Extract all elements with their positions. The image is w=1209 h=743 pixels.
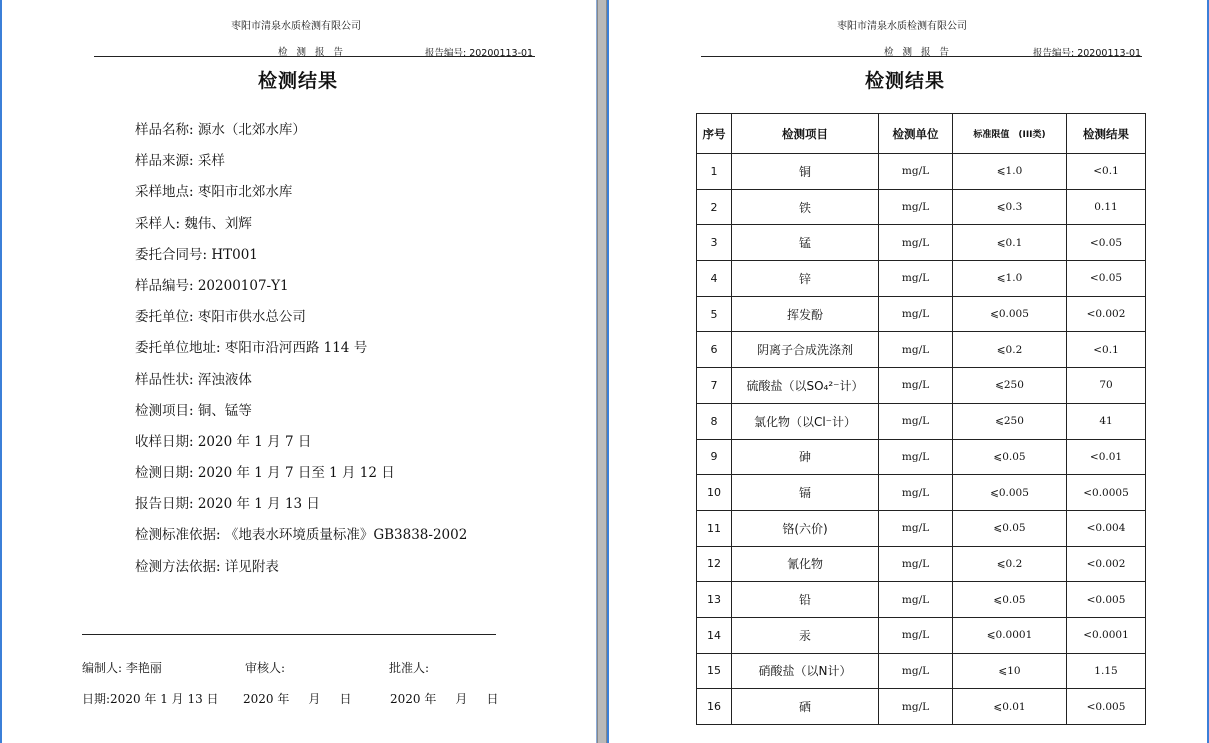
info-item: 样品名称: 源水（北郊水库） — [135, 122, 306, 138]
cell-index: 6 — [697, 332, 732, 368]
info-item: 样品编号: 20200107-Y1 — [135, 277, 289, 294]
cell-unit: mg/L — [879, 368, 953, 404]
cell-item: 硒 — [732, 689, 879, 725]
editor-date: 日期:2020 年 1 月 13 日 — [82, 692, 219, 706]
cell-item: 硫酸盐（以SO₄²⁻计） — [732, 368, 879, 404]
cell-result: <0.05 — [1067, 261, 1146, 297]
editor-signature: 编制人: 李艳丽 — [82, 661, 162, 675]
cell-item: 锌 — [732, 261, 879, 297]
cell-result: 70 — [1067, 368, 1146, 404]
page-gap — [597, 0, 607, 743]
cell-result: <0.002 — [1067, 546, 1146, 582]
table-row — [697, 653, 1146, 689]
cell-limit: ⩽0.1 — [953, 225, 1067, 261]
cell-index: 2 — [697, 189, 732, 225]
signature-rule — [82, 634, 496, 635]
info-item: 采样人: 魏伟、刘辉 — [135, 215, 252, 232]
cell-limit: ⩽0.005 — [953, 296, 1067, 332]
header-unit: 检测单位 — [879, 114, 953, 154]
header-limit: 标准限值 (III类) — [953, 114, 1067, 154]
cell-item: 汞 — [732, 617, 879, 653]
cell-unit: mg/L — [879, 261, 953, 297]
cell-item: 硝酸盐（以N计） — [732, 653, 879, 689]
cell-result: 1.15 — [1067, 653, 1146, 689]
cell-index: 1 — [697, 154, 732, 190]
info-item: 样品性状: 浑浊液体 — [135, 371, 252, 388]
approver-date: 2020 年 月 日 — [390, 692, 499, 706]
cell-index: 8 — [697, 403, 732, 439]
cell-index: 9 — [697, 439, 732, 475]
cell-index: 11 — [697, 510, 732, 546]
cell-index: 7 — [697, 368, 732, 404]
info-item: 样品来源: 采样 — [135, 153, 225, 170]
header-index: 序号 — [697, 114, 732, 154]
cell-index: 12 — [697, 546, 732, 582]
page-title: 检测结果 — [258, 70, 339, 92]
cell-limit: ⩽0.05 — [953, 510, 1067, 546]
cell-unit: mg/L — [879, 510, 953, 546]
cell-limit: ⩽1.0 — [953, 261, 1067, 297]
cell-unit: mg/L — [879, 475, 953, 511]
cell-limit: ⩽0.05 — [953, 439, 1067, 475]
cell-index: 4 — [697, 261, 732, 297]
cell-index: 10 — [697, 475, 732, 511]
cell-unit: mg/L — [879, 689, 953, 725]
info-item: 检测标准依据: 《地表水环境质量标准》GB3838-2002 — [135, 527, 468, 544]
cell-item: 氯化物（以Cl⁻计） — [732, 403, 879, 439]
cell-result: <0.1 — [1067, 332, 1146, 368]
cell-index: 13 — [697, 582, 732, 618]
cell-limit: ⩽0.005 — [953, 475, 1067, 511]
info-item: 检测方法依据: 详见附表 — [135, 558, 279, 575]
table-row — [697, 154, 1146, 190]
header-rule — [701, 56, 1142, 57]
report-label: 检 测 报 告 — [278, 47, 347, 58]
table-row — [697, 439, 1146, 475]
cell-item: 氰化物 — [732, 546, 879, 582]
cell-index: 3 — [697, 225, 732, 261]
table-row — [697, 189, 1146, 225]
table-row — [697, 403, 1146, 439]
sample-info-list — [135, 118, 467, 586]
cell-result: <0.05 — [1067, 225, 1146, 261]
cell-result: 0.11 — [1067, 189, 1146, 225]
table-row — [697, 225, 1146, 261]
cell-limit: ⩽250 — [953, 403, 1067, 439]
report-page-right — [607, 0, 1209, 743]
results-table — [696, 113, 1146, 725]
cell-unit: mg/L — [879, 296, 953, 332]
cell-item: 砷 — [732, 439, 879, 475]
cell-result: <0.005 — [1067, 689, 1146, 725]
cell-unit: mg/L — [879, 332, 953, 368]
header-rule — [94, 56, 535, 57]
info-item: 检测项目: 铜、锰等 — [135, 402, 252, 419]
info-item: 报告日期: 2020 年 1 月 13 日 — [135, 496, 320, 513]
table-row — [697, 261, 1146, 297]
info-item: 委托单位: 枣阳市供水总公司 — [135, 309, 306, 326]
info-item: 委托合同号: HT001 — [135, 246, 258, 263]
info-item: 采样地点: 枣阳市北郊水库 — [135, 184, 293, 201]
table-row — [697, 296, 1146, 332]
cell-result: <0.0001 — [1067, 617, 1146, 653]
cell-item: 铅 — [732, 582, 879, 618]
cell-result: <0.1 — [1067, 154, 1146, 190]
table-row — [697, 368, 1146, 404]
cell-limit: ⩽0.05 — [953, 582, 1067, 618]
cell-item: 锰 — [732, 225, 879, 261]
info-item: 收样日期: 2020 年 1 月 7 日 — [135, 433, 312, 450]
cell-item: 铜 — [732, 154, 879, 190]
cell-item: 铁 — [732, 189, 879, 225]
table-row — [697, 582, 1146, 618]
table-row — [697, 546, 1146, 582]
cell-result: <0.01 — [1067, 439, 1146, 475]
cell-unit: mg/L — [879, 617, 953, 653]
reviewer-date: 2020 年 月 日 — [243, 692, 352, 706]
company-name: 枣阳市清泉水质检测有限公司 — [837, 21, 967, 32]
cell-unit: mg/L — [879, 154, 953, 190]
cell-limit: ⩽10 — [953, 653, 1067, 689]
table-header-row — [697, 114, 1146, 154]
cell-result: 41 — [1067, 403, 1146, 439]
cell-limit: ⩽1.0 — [953, 154, 1067, 190]
cell-limit: ⩽0.0001 — [953, 617, 1067, 653]
cell-index: 14 — [697, 617, 732, 653]
cell-item: 铬(六价) — [732, 510, 879, 546]
company-name: 枣阳市清泉水质检测有限公司 — [231, 21, 361, 32]
cell-unit: mg/L — [879, 439, 953, 475]
page-title: 检测结果 — [865, 70, 946, 92]
cell-result: <0.002 — [1067, 296, 1146, 332]
info-item: 检测日期: 2020 年 1 月 7 日至 1 月 12 日 — [135, 465, 395, 482]
header-item: 检测项目 — [732, 114, 879, 154]
table-row — [697, 689, 1146, 725]
cell-unit: mg/L — [879, 403, 953, 439]
approver-signature: 批准人: — [389, 661, 430, 675]
report-label: 检 测 报 告 — [884, 47, 953, 58]
cell-item: 阴离子合成洗涤剂 — [732, 332, 879, 368]
reviewer-signature: 审核人: — [245, 661, 286, 675]
cell-unit: mg/L — [879, 546, 953, 582]
report-number: 报告编号: 20200113-01 — [425, 48, 534, 59]
table-row — [697, 617, 1146, 653]
table-row — [697, 510, 1146, 546]
cell-limit: ⩽250 — [953, 368, 1067, 404]
cell-unit: mg/L — [879, 653, 953, 689]
cell-result: <0.004 — [1067, 510, 1146, 546]
cell-limit: ⩽0.2 — [953, 546, 1067, 582]
cell-index: 16 — [697, 689, 732, 725]
table-row — [697, 475, 1146, 511]
cell-item: 挥发酚 — [732, 296, 879, 332]
cell-index: 5 — [697, 296, 732, 332]
results-body — [697, 154, 1146, 725]
cell-limit: ⩽0.3 — [953, 189, 1067, 225]
cell-item: 镉 — [732, 475, 879, 511]
table-row — [697, 332, 1146, 368]
report-page-left — [0, 0, 597, 743]
cell-limit: ⩽0.2 — [953, 332, 1067, 368]
cell-result: <0.005 — [1067, 582, 1146, 618]
cell-result: <0.0005 — [1067, 475, 1146, 511]
cell-limit: ⩽0.01 — [953, 689, 1067, 725]
header-result: 检测结果 — [1067, 114, 1146, 154]
info-item: 委托单位地址: 枣阳市沿河西路 114 号 — [135, 340, 368, 357]
cell-unit: mg/L — [879, 189, 953, 225]
cell-unit: mg/L — [879, 225, 953, 261]
cell-unit: mg/L — [879, 582, 953, 618]
report-number: 报告编号: 20200113-01 — [1033, 48, 1142, 59]
cell-index: 15 — [697, 653, 732, 689]
